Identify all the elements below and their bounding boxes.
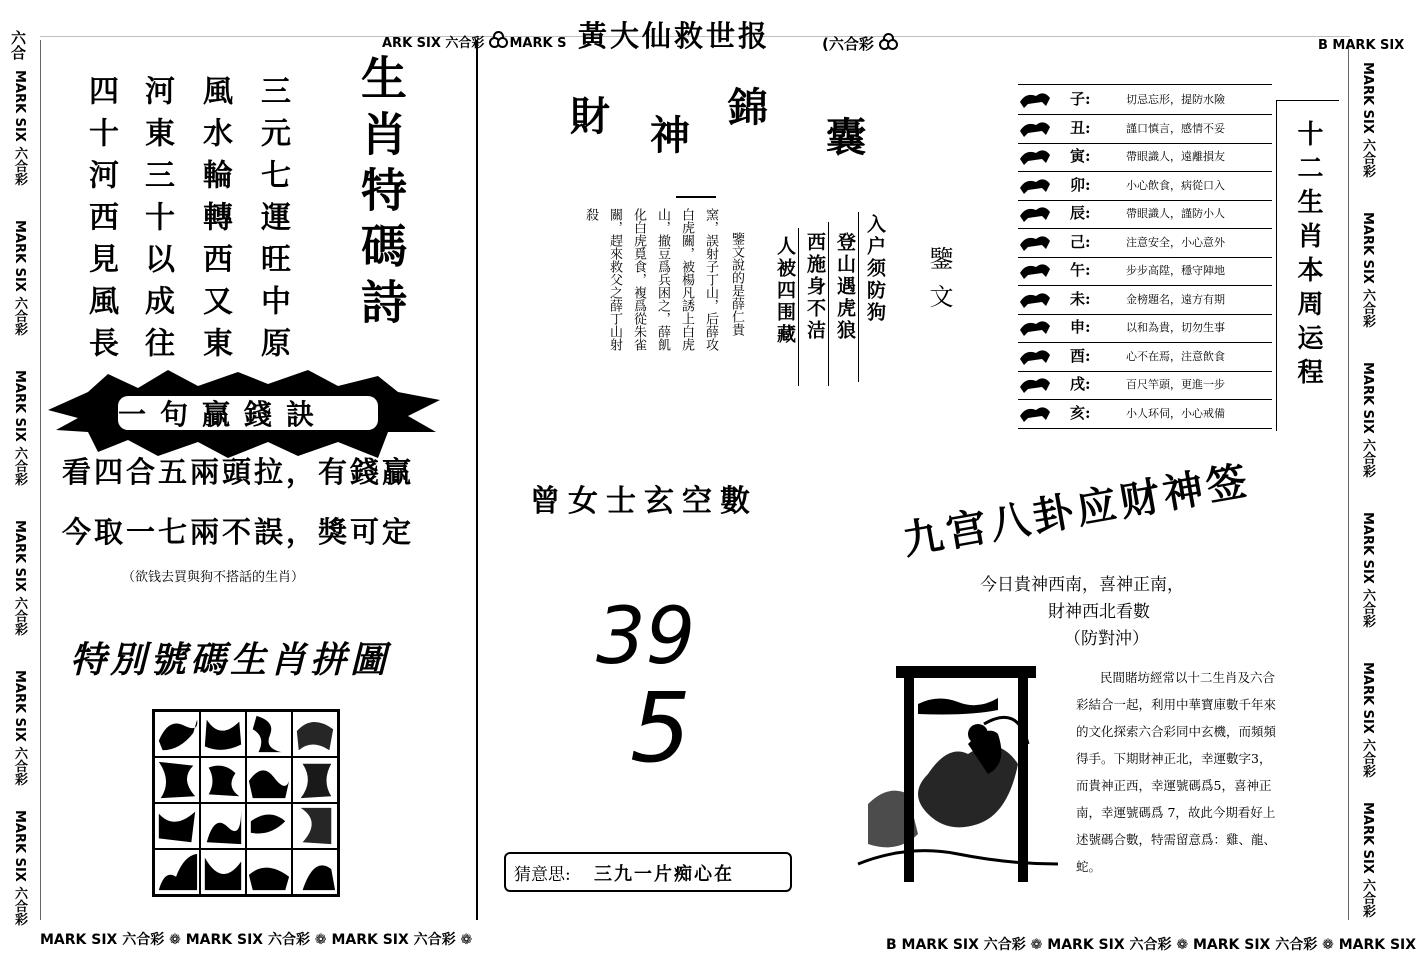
zodiac-row [1018, 343, 1272, 372]
win-tip-line-1: 看四合五兩頭拉，有錢贏 [62, 455, 415, 489]
zodiac-puzzle-grid [152, 709, 340, 897]
zodiac-row [1018, 200, 1272, 229]
margin-label: MARK SIX 六合彩 [1360, 512, 1375, 628]
jiugong-body-line: 彩結合一起，利用中華寶庫數千年來 [1076, 697, 1277, 712]
jiugong-body-line: 而貴神正西，幸運號碼爲5，喜神正 [1076, 778, 1272, 793]
margin-label: MARK SIX 六合彩 [12, 220, 27, 336]
flower-icon [879, 33, 895, 49]
margin-label: MARK SIX 六合彩 [12, 810, 27, 926]
zodiac-branch: 寅: [1070, 147, 1091, 165]
jiugong-body-line: 的文化探索六合彩同中玄機，而頻頻 [1076, 724, 1277, 739]
caishen-verse-2: 登山遇虎狼 [834, 232, 856, 342]
zodiac-row [1018, 115, 1272, 144]
left-margin-strip [6, 70, 40, 926]
header-title-suffix: (六合彩 [822, 33, 895, 54]
zodiac-row [1018, 172, 1272, 201]
jiugong-body-line: 蛇。 [1076, 859, 1102, 874]
caishen-title-char-1: 財 [570, 93, 610, 140]
zodiac-branch: 亥: [1070, 403, 1091, 422]
poem-column-1: 三元七運旺中原 [255, 75, 290, 369]
snake-icon [1018, 231, 1052, 253]
zodiac-fortune-text: 帶眼識人，遠離損友 [1126, 150, 1225, 163]
caishen-verse-1: 入户须防狗 [864, 214, 886, 324]
caishen-verse-3: 西施身不洁 [804, 232, 826, 342]
win-tip-note: （欲钱去買與狗不搭話的生肖） [122, 570, 305, 585]
zodiac-branch: 申: [1070, 318, 1091, 336]
rooster-icon [1018, 345, 1052, 367]
jiugong-body-line: 得手。下期財神正北，幸運數字3， [1076, 751, 1272, 766]
poem-column-4: 四十河西見風長 [83, 75, 118, 369]
jiugong-title: 九宫八卦应财神签 [899, 456, 1255, 565]
commentary-col-5: 化白虎覓食，複爲從朱雀 [631, 208, 646, 351]
puzzle-tile [200, 757, 246, 803]
zodiac-branch: 卯: [1070, 175, 1091, 194]
win-tip-line-2: 今取一七兩不誤，獎可定 [62, 515, 415, 549]
dragon-icon [1018, 202, 1052, 224]
poem-column-3: 河東三十以成往 [139, 75, 174, 369]
right-margin-strip [1354, 62, 1388, 922]
commentary-col-3: 白虎關，被楊凡誘上白虎 [679, 208, 694, 351]
commentary-rule [676, 196, 716, 198]
zodiac-side-title: 十二生肖本周运程 [1293, 120, 1323, 392]
left-margin-rule [40, 40, 41, 920]
margin-label: MARK SIX 六合彩 [12, 70, 27, 186]
puzzle-tile [292, 849, 338, 895]
puzzle-tile [200, 803, 246, 849]
puzzle-title: 特別號碼生肖拼圖 [70, 640, 391, 681]
zodiac-row [1018, 257, 1272, 286]
jiugong-body-line: 述號碼合數，特需留意爲：雞、龍、 [1076, 832, 1277, 847]
jiugong-line-3: （防對沖） [1064, 629, 1149, 649]
riddle-box [504, 852, 792, 892]
puzzle-tile [292, 757, 338, 803]
margin-label: MARK SIX 六合彩 [1360, 212, 1375, 328]
poem-column-2: 風水輪轉西又東 [197, 75, 232, 369]
page-title: 黃大仙救世报 [578, 19, 771, 53]
zodiac-fortune-text: 百尺竿頭，更進一步 [1126, 378, 1225, 391]
zodiac-fortune-text: 小心飲食，病從口入 [1126, 178, 1225, 192]
zodiac-fortune-text: 以和為貴，切勿生事 [1126, 321, 1225, 334]
goat-icon [1018, 288, 1052, 310]
zodiac-fortune-text: 金榜題名，遠方有期 [1126, 292, 1225, 306]
commentary-col-6: 關，趕來救父之薛丁山射 [607, 208, 622, 351]
caishen-verse-4: 人被四围藏 [774, 236, 796, 346]
zodiac-branch: 午: [1070, 261, 1091, 279]
zodiac-fortune-text: 小人环伺，小心戒備 [1126, 406, 1225, 420]
zeng-title: 曾女士玄空數 [530, 484, 758, 519]
horse-icon [1018, 259, 1052, 281]
commentary-col-2: 窯，誤射子丁山，后薛攻 [703, 208, 718, 351]
puzzle-tile [246, 757, 292, 803]
right-margin-rule [1348, 40, 1349, 920]
jiugong-body-line: 民間賭坊經常以十二生肖及六合 [1100, 670, 1276, 685]
margin-label: MARK SIX 六合彩 [1360, 662, 1375, 778]
puzzle-tile [154, 849, 200, 895]
jiugong-body [1076, 664, 1338, 880]
zodiac-row [1018, 286, 1272, 315]
puzzle-tile [200, 849, 246, 895]
puzzle-tile [154, 757, 200, 803]
dog-icon [1018, 373, 1052, 395]
flower-icon [489, 31, 505, 47]
jiugong-line-1: 今日貴神西南，喜神正南， [980, 575, 1184, 595]
margin-label: MARK SIX 六合彩 [1360, 62, 1375, 178]
zodiac-row [1018, 400, 1272, 429]
puzzle-tile [292, 803, 338, 849]
margin-label: MARK SIX 六合彩 [1360, 362, 1375, 478]
pig-icon [1018, 402, 1052, 424]
puzzle-tile [200, 711, 246, 757]
zodiac-row [1018, 86, 1272, 115]
caishen-title-char-2: 神 [650, 112, 690, 159]
puzzle-tile [246, 711, 292, 757]
bottom-right-strip: B MARK SIX 六合彩 ❁ MARK SIX 六合彩 ❁ MARK SIX 六合彩 ❁ MARK SIX [886, 937, 1416, 953]
riddle-label: 猜意思: [514, 865, 571, 885]
commentary-col-7: 殺 [583, 208, 598, 221]
caishen-title-char-3: 錦 [728, 84, 768, 131]
jiugong-line-2: 財神西北看數 [1048, 602, 1150, 622]
zodiac-fortune-text: 注意安全，小心意外 [1126, 235, 1225, 249]
margin-label: MARK SIX 六合彩 [12, 670, 27, 786]
commentary-col-4: 山，撤豆爲兵困之，薛飢 [655, 208, 670, 351]
zodiac-branch: 酉: [1070, 346, 1091, 365]
header-right-marquee: B MARK SIX [1318, 38, 1405, 53]
puzzle-tile [154, 711, 200, 757]
puzzle-tile [246, 849, 292, 895]
zeng-number-2: 5 [630, 672, 692, 784]
puzzle-tile [246, 803, 292, 849]
margin-label: MARK SIX 六合彩 [12, 520, 27, 636]
commentary-col-1: 鑒文說的是薛仁貴 [729, 232, 744, 336]
zodiac-row [1018, 143, 1272, 172]
riddle-text: 三九一片痴心在 [594, 864, 734, 885]
zodiac-branch: 己: [1070, 232, 1091, 251]
zodiac-table-top [1018, 84, 1272, 85]
puzzle-tile [292, 711, 338, 757]
tiger-icon [1018, 145, 1052, 167]
zodiac-fortune-text: 心不在焉，注意飲食 [1126, 349, 1225, 363]
rat-icon [1018, 88, 1052, 110]
monkey-icon [1018, 316, 1052, 338]
caishen-label: 鑒文 [925, 246, 953, 322]
jiugong-body-line: 南，幸運號碼爲 7，故此今期看好上 [1076, 805, 1276, 820]
header-left-marquee: ARK SIX 六合彩 MARK S [382, 31, 566, 51]
caishen-title-char-4: 囊 [826, 114, 866, 161]
puzzle-tile [154, 803, 200, 849]
margin-label: MARK SIX 六合彩 [1360, 802, 1375, 918]
win-tip-banner: 一句贏錢訣 [118, 398, 329, 431]
zodiac-row [1018, 229, 1272, 258]
zodiac-fortune-text: 帶眼識人，謹防小人 [1126, 207, 1225, 220]
warrior-on-horse-illustration [848, 664, 1068, 896]
zodiac-branch: 子: [1070, 90, 1091, 108]
zeng-number-1: 39 [596, 592, 696, 682]
zodiac-branch: 未: [1070, 289, 1091, 308]
zodiac-branch: 戌: [1070, 375, 1091, 393]
bottom-left-strip: MARK SIX 六合彩 ❁ MARK SIX 六合彩 ❁ MARK SIX 六合彩 ❁ [40, 932, 473, 948]
zodiac-row [1018, 371, 1272, 400]
margin-label: MARK SIX 六合彩 [12, 370, 27, 486]
poem-title: 生肖特碼詩 [354, 54, 408, 334]
zodiac-row [1018, 314, 1272, 343]
zodiac-branch: 辰: [1070, 204, 1091, 222]
ox-icon [1018, 117, 1052, 139]
zodiac-fortune-text: 謹口慎言，感情不妥 [1126, 121, 1225, 135]
rabbit-icon [1018, 174, 1052, 196]
column-divider [476, 40, 478, 920]
zodiac-fortune-text: 步步高陞，穩守陣地 [1126, 264, 1225, 277]
zodiac-branch: 丑: [1070, 118, 1091, 137]
zodiac-fortune-text: 切忌忘形，提防水險 [1126, 93, 1225, 106]
margin-corner-left: 六合 [9, 30, 27, 60]
